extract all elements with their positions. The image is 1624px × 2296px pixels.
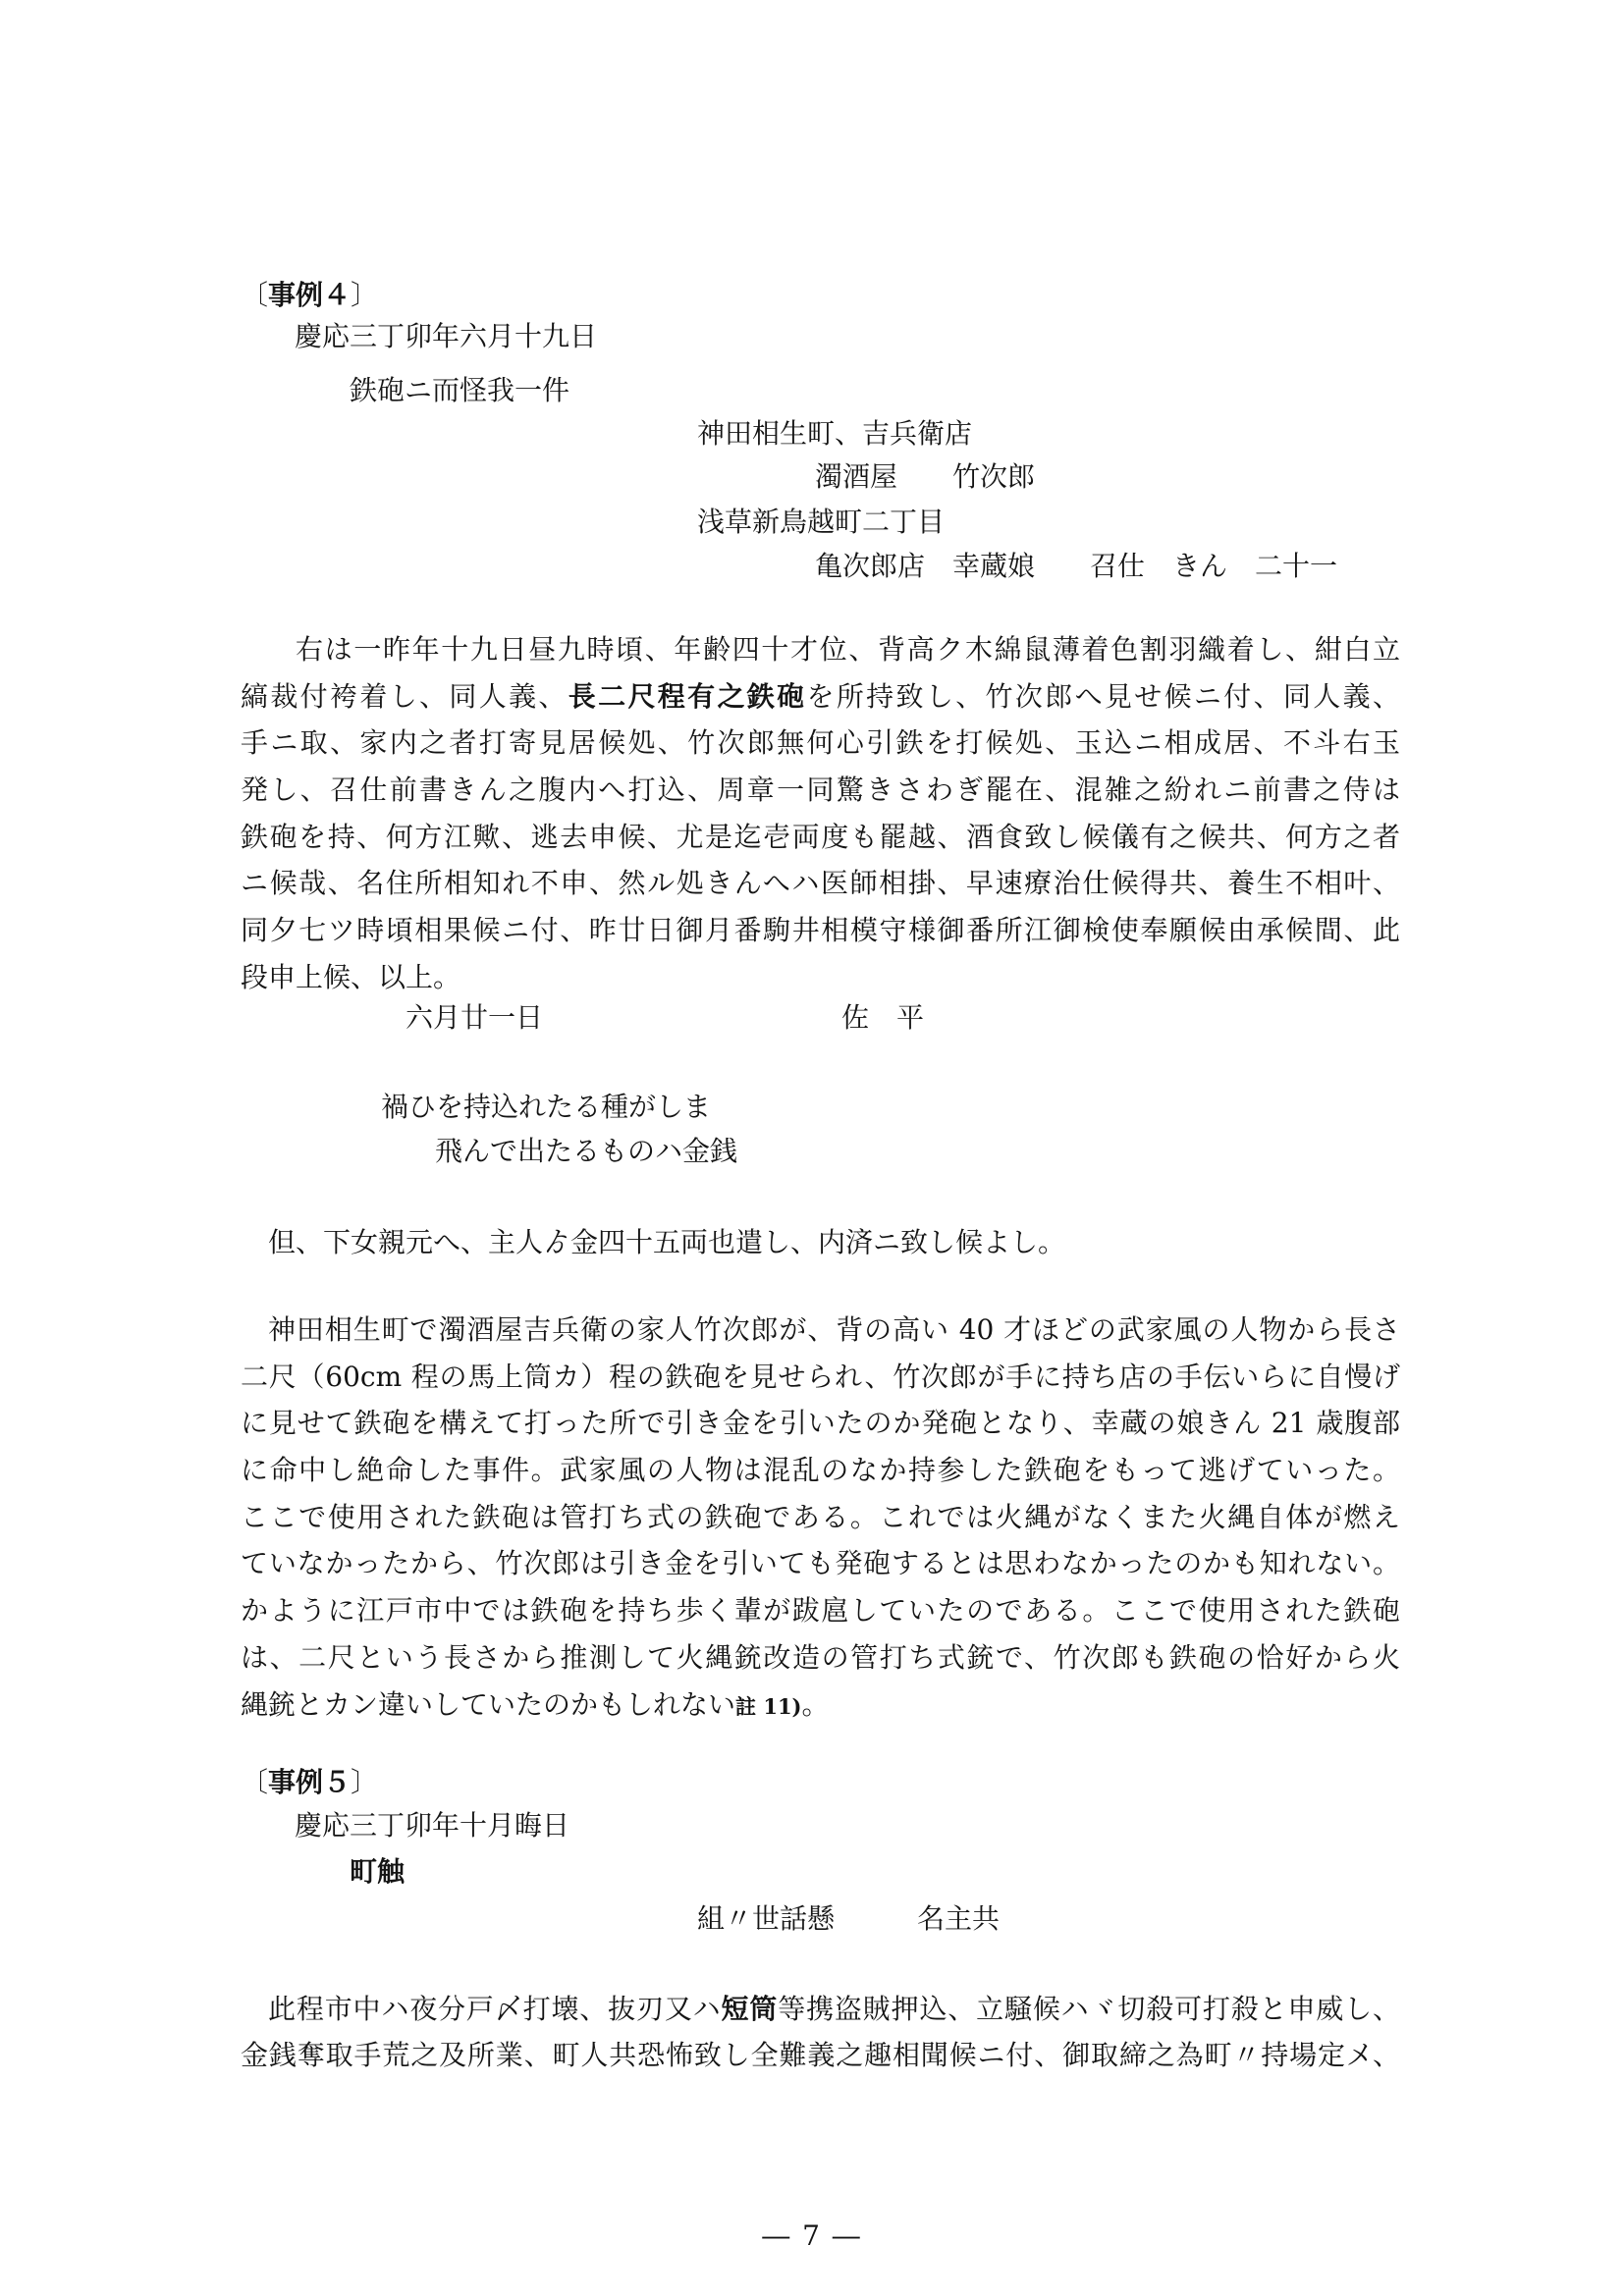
commentary-line-1: 神田相生町で濁酒屋吉兵衛の家人竹次郎が、背の高い 40 才ほどの武家風の人物から長さ — [268, 1313, 1400, 1346]
case4-date: 慶応三丁卯年六月十九日 — [295, 320, 598, 352]
case4-verse-line-1: 禍ひを持込れたる種がしま — [381, 1091, 712, 1123]
case5-heading-label: 事例５ — [268, 1766, 352, 1798]
case4-signature-date: 六月廿一日 — [406, 1001, 544, 1034]
case5-body-line-2: 金銭奪取手荒之及所業、町人共恐怖致し全難義之趣相聞候ニ付、御取締之為町〃持場定メ、 — [241, 2038, 1400, 2071]
case4-signature-name: 佐 平 — [841, 1001, 925, 1034]
case4-body-line-1: 右は一昨年十九日昼九時頃、年齢四十才位、背高ク木綿鼠薄着色割羽織着し、紺白立 — [296, 633, 1400, 666]
case5-date: 慶応三丁卯年十月晦日 — [295, 1809, 570, 1842]
commentary-line-8: は、二尺という長さから推測して火縄銃改造の管打ち式銃で、竹次郎も鉄砲の恰好から火 — [241, 1640, 1400, 1674]
case5-ordinance-body — [241, 1987, 1400, 2078]
commentary-line-4: に命中し絶命した事件。武家風の人物は混乱のなか持参した鉄砲をもって逃げていった。 — [241, 1454, 1400, 1487]
case4-body-line-2 — [241, 673, 1400, 721]
case4-body-line-6: ニ候哉、名住所相知れ不申、然ル処きんへハ医師相掛、早速療治仕候得共、養生不相叶、 — [241, 867, 1400, 900]
case4-addressee-2: 濁酒屋 竹次郎 — [815, 460, 1036, 493]
commentary-line-6: ていなかったから、竹次郎は引き金を引いても発砲するとは思わなかったのかも知れない。 — [241, 1547, 1400, 1580]
case4-subject: 鉄砲ニ而怪我一件 — [350, 374, 570, 406]
heading-bracket-open: 〔 — [241, 279, 269, 311]
heading-bracket-close: 〕 — [351, 1766, 379, 1798]
case4-body-line-8: 段申上候、以上。 — [241, 960, 461, 993]
body-text: 此程市中ハ夜分戸〆打壊、抜刃又ハ — [268, 1993, 722, 2025]
case4-body-line-3: 手ニ取、家内之者打寄見居候処、竹次郎無何心引鉄を打候処、玉込ニ相成居、不斗右玉 — [241, 726, 1400, 760]
case4-addressee-1: 神田相生町、吉兵衛店 — [697, 417, 973, 450]
case4-body-line-5: 鉄砲を持、何方江歟、逃去申候、尤是迄壱両度も罷越、酒食致し候儀有之候共、何方之者 — [241, 820, 1400, 853]
case4-heading — [241, 273, 378, 318]
body-text: 等携盗賊押込、立騒候ハヾ切殺可打殺と申威し、 — [778, 1993, 1400, 2025]
commentary-line-3: に見せて鉄砲を構えて打った所で引き金を引いたのか発砲となり、幸蔵の娘きん 21 歳腹部 — [241, 1407, 1400, 1440]
body-text: 縄銃とカン違いしていたのかもしれない — [241, 1687, 736, 1721]
heading-bracket-open: 〔 — [241, 1766, 269, 1798]
case5-subject: 町触 — [350, 1855, 406, 1888]
case4-addressee-4: 亀次郎店 幸蔵娘 召仕 きん 二十一 — [815, 550, 1338, 582]
case4-note: 但、下女親元へ、主人ゟ金四十五両也遣し、内済ニ致し候よし。 — [268, 1226, 1066, 1258]
case5-heading — [241, 1760, 378, 1805]
body-text: を所持致し、竹次郎へ見せ候ニ付、同人義、 — [806, 679, 1400, 713]
emphasis-text: 長二尺程有之鉄砲 — [568, 679, 807, 713]
emphasis-text: 短筒 — [721, 1993, 779, 2025]
case4-verse-line-2: 飛んで出たるものハ金銭 — [435, 1135, 738, 1167]
commentary-line-7: かように江戸市中では鉄砲を持ち歩く輩が跋扈していたのである。ここで使用された鉄砲 — [241, 1594, 1400, 1628]
footnote-reference: 註 11) — [735, 1693, 802, 1719]
page-number: ― 7 ― — [762, 2219, 862, 2252]
case5-addressee: 組〃世話懸 名主共 — [697, 1902, 1001, 1935]
case4-addressee-3: 浅草新鳥越町二丁目 — [697, 506, 946, 538]
commentary-line-9 — [241, 1682, 1400, 1729]
case5-body-line-1 — [241, 1987, 1400, 2033]
body-text: 。 — [801, 1687, 830, 1721]
case4-heading-label: 事例４ — [268, 279, 352, 311]
commentary-line-2: 二尺（60cm 程の馬上筒カ）程の鉄砲を見せられ、竹次郎が手に持ち店の手伝いらに自慢げ — [241, 1360, 1400, 1393]
body-text: 縞裁付袴着し、同人義、 — [241, 679, 568, 713]
case4-body-line-7: 同夕七ツ時頃相果候ニ付、昨廿日御月番駒井相模守様御番所江御検使奉願候由承候間、此 — [241, 914, 1400, 947]
commentary-paragraph — [241, 1307, 1400, 1728]
case4-body-line-4: 発し、召仕前書きん之腹内へ打込、周章一同驚きさわぎ罷在、混雑之紛れニ前書之侍は — [241, 774, 1400, 807]
case4-report-body — [241, 626, 1400, 1001]
commentary-line-5: ここで使用された鉄砲は管打ち式の鉄砲である。これでは火縄がなくまた火縄自体が燃え — [241, 1500, 1400, 1533]
heading-bracket-close: 〕 — [351, 279, 379, 311]
